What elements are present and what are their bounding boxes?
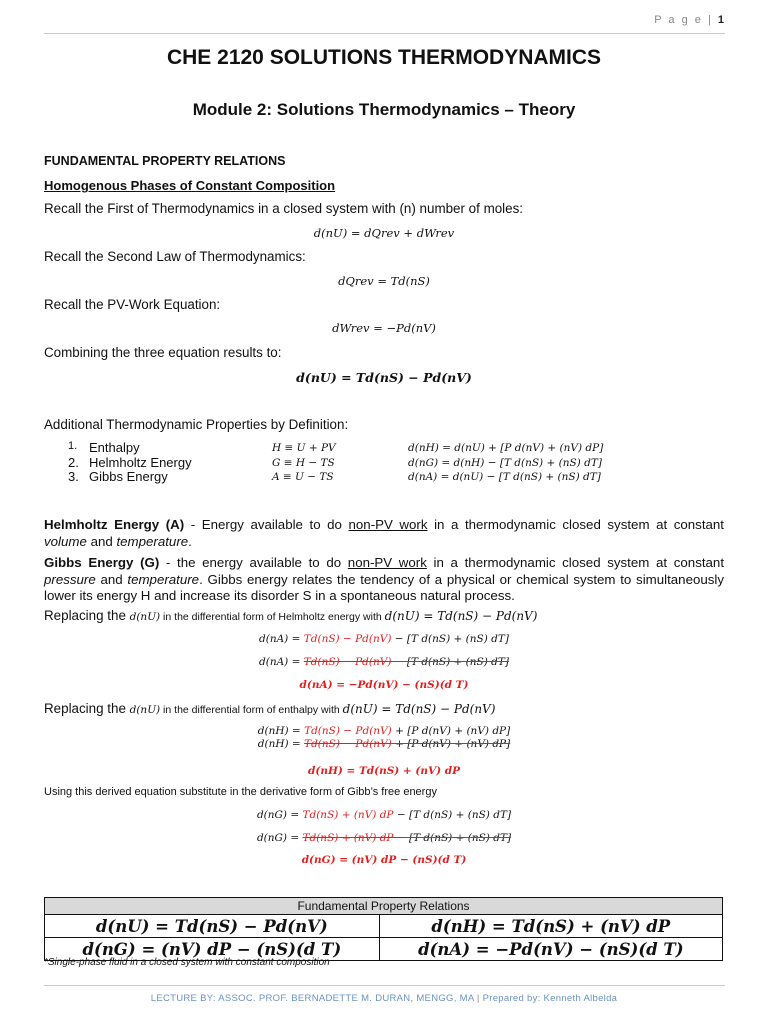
equation-first-law: d(nU) = dQrev + dWrev — [313, 226, 455, 240]
gibbs-equation-2: d(nG) = Td(nS) + (nV) dP − [T d(nS) + (nS) dT] — [256, 832, 512, 844]
list-item-number: 3. — [68, 469, 79, 484]
gibbs-definition: Gibbs Energy (G) - the energy available to do non-PV work in a thermodynamic closed system at constant pressure and temperature. Gibbs energy relates the tendency of a physical or chemical system to simultaneously lower its energy H and increase its disorder S in a spontaneous natural process. — [44, 555, 725, 603]
header-rule — [44, 33, 725, 34]
table-cell: d(nH) = Td(nS) + (nV) dP — [379, 915, 722, 938]
fundamental-relations-table — [44, 897, 723, 961]
equation-combined: d(nU) = Td(nS) − Pd(nV) — [296, 370, 472, 385]
replace-helmholtz-text: Replacing the d(nU) in the differential form of Helmholtz energy with d(nU) = Td(nS) − Pd(nV) — [44, 608, 538, 623]
definition-enthalpy: H ≡ U + PV — [272, 442, 336, 454]
list-item-number: 1. — [68, 440, 78, 452]
equation-pv-work: dWrev = −Pd(nV) — [332, 321, 436, 335]
helmholtz-result: d(nA) = −Pd(nV) − (nS)(d T) — [299, 679, 469, 691]
definition-helmholtz: G ≡ H − TS — [272, 457, 335, 469]
enthalpy-equation-2: d(nH) = Td(nS) − Pd(nV) + [P d(nV) + (nV) dP] — [257, 738, 511, 750]
list-item-helmholtz: Helmholtz Energy — [89, 455, 192, 470]
gibbs-equation-1: d(nG) = Td(nS) + (nV) dP − [T d(nS) + (nS) dT] — [256, 809, 512, 821]
enthalpy-result: d(nH) = Td(nS) + (nV) dP — [308, 765, 460, 777]
equation-second-law: dQrev = Td(nS) — [338, 274, 430, 288]
page-number: P a g e | 1 — [654, 14, 724, 26]
helmholtz-definition: Helmholtz Energy (A) - Energy available to do non-PV work in a thermodynamic closed system at constant volume and temperature. — [44, 517, 725, 549]
helmholtz-equation-2: d(nA) = Td(nS) − Pd(nV) − [T d(nS) + (nS) dT] — [259, 656, 509, 668]
section-heading: FUNDAMENTAL PROPERTY RELATIONS — [44, 154, 286, 168]
list-item-gibbs: Gibbs Energy — [89, 469, 168, 484]
page-footer: LECTURE BY: ASSOC. PROF. BERNADETTE M. DURAN, MENGG, MA | Prepared by: Kenneth Albelda — [150, 993, 618, 1004]
enthalpy-equation-1: d(nH) = Td(nS) − Pd(nV) + [P d(nV) + (nV) dP] — [257, 725, 511, 737]
list-item-enthalpy: Enthalpy — [89, 440, 140, 455]
subsection-heading: Homogenous Phases of Constant Composition — [44, 178, 336, 193]
table-header: Fundamental Property Relations — [45, 898, 723, 915]
using-derived-text: Using this derived equation substitute in the derivative form of Gibb’s free energy — [44, 786, 437, 798]
footer-rule — [44, 985, 725, 986]
list-item-number: 2. — [68, 455, 79, 470]
gibbs-result: d(nG) = (nV) dP − (nS)(d T) — [301, 854, 467, 866]
table-cell: d(nU) = Td(nS) − Pd(nV) — [45, 915, 380, 938]
relation-gibbs: d(nA) = d(nU) − [T d(nS) + (nS) dT] — [408, 471, 601, 483]
document-title: CHE 2120 SOLUTIONS THERMODYNAMICS — [166, 46, 602, 69]
relation-helmholtz: d(nG) = d(nH) − [T d(nS) + (nS) dT] — [408, 457, 602, 469]
table-row — [45, 915, 723, 938]
recall-first-text: Recall the First of Thermodynamics in a closed system with (n) number of moles: — [44, 201, 524, 216]
additional-properties-text: Additional Thermodynamic Properties by Definition: — [44, 417, 349, 432]
helmholtz-equation-1: d(nA) = Td(nS) − Pd(nV) − [T d(nS) + (nS) dT] — [259, 633, 509, 645]
definition-gibbs: A ≡ U − TS — [272, 471, 334, 483]
relation-enthalpy: d(nH) = d(nU) + [P d(nV) + (nV) dP] — [408, 442, 604, 454]
table-footnote: *Single-phase fluid in a closed system with constant composition — [44, 957, 330, 968]
table-cell: d(nA) = −Pd(nV) − (nS)(d T) — [379, 938, 722, 961]
replace-enthalpy-text: Replacing the d(nU) in the differential form of enthalpy with d(nU) = Td(nS) − Pd(nV) — [44, 701, 496, 716]
module-title: Module 2: Solutions Thermodynamics – Theory — [192, 100, 576, 119]
combining-text: Combining the three equation results to: — [44, 345, 282, 360]
recall-second-text: Recall the Second Law of Thermodynamics: — [44, 249, 306, 264]
table-cell: d(nG) = (nV) dP − (nS)(d T) — [45, 938, 380, 961]
recall-pv-text: Recall the PV-Work Equation: — [44, 297, 221, 312]
